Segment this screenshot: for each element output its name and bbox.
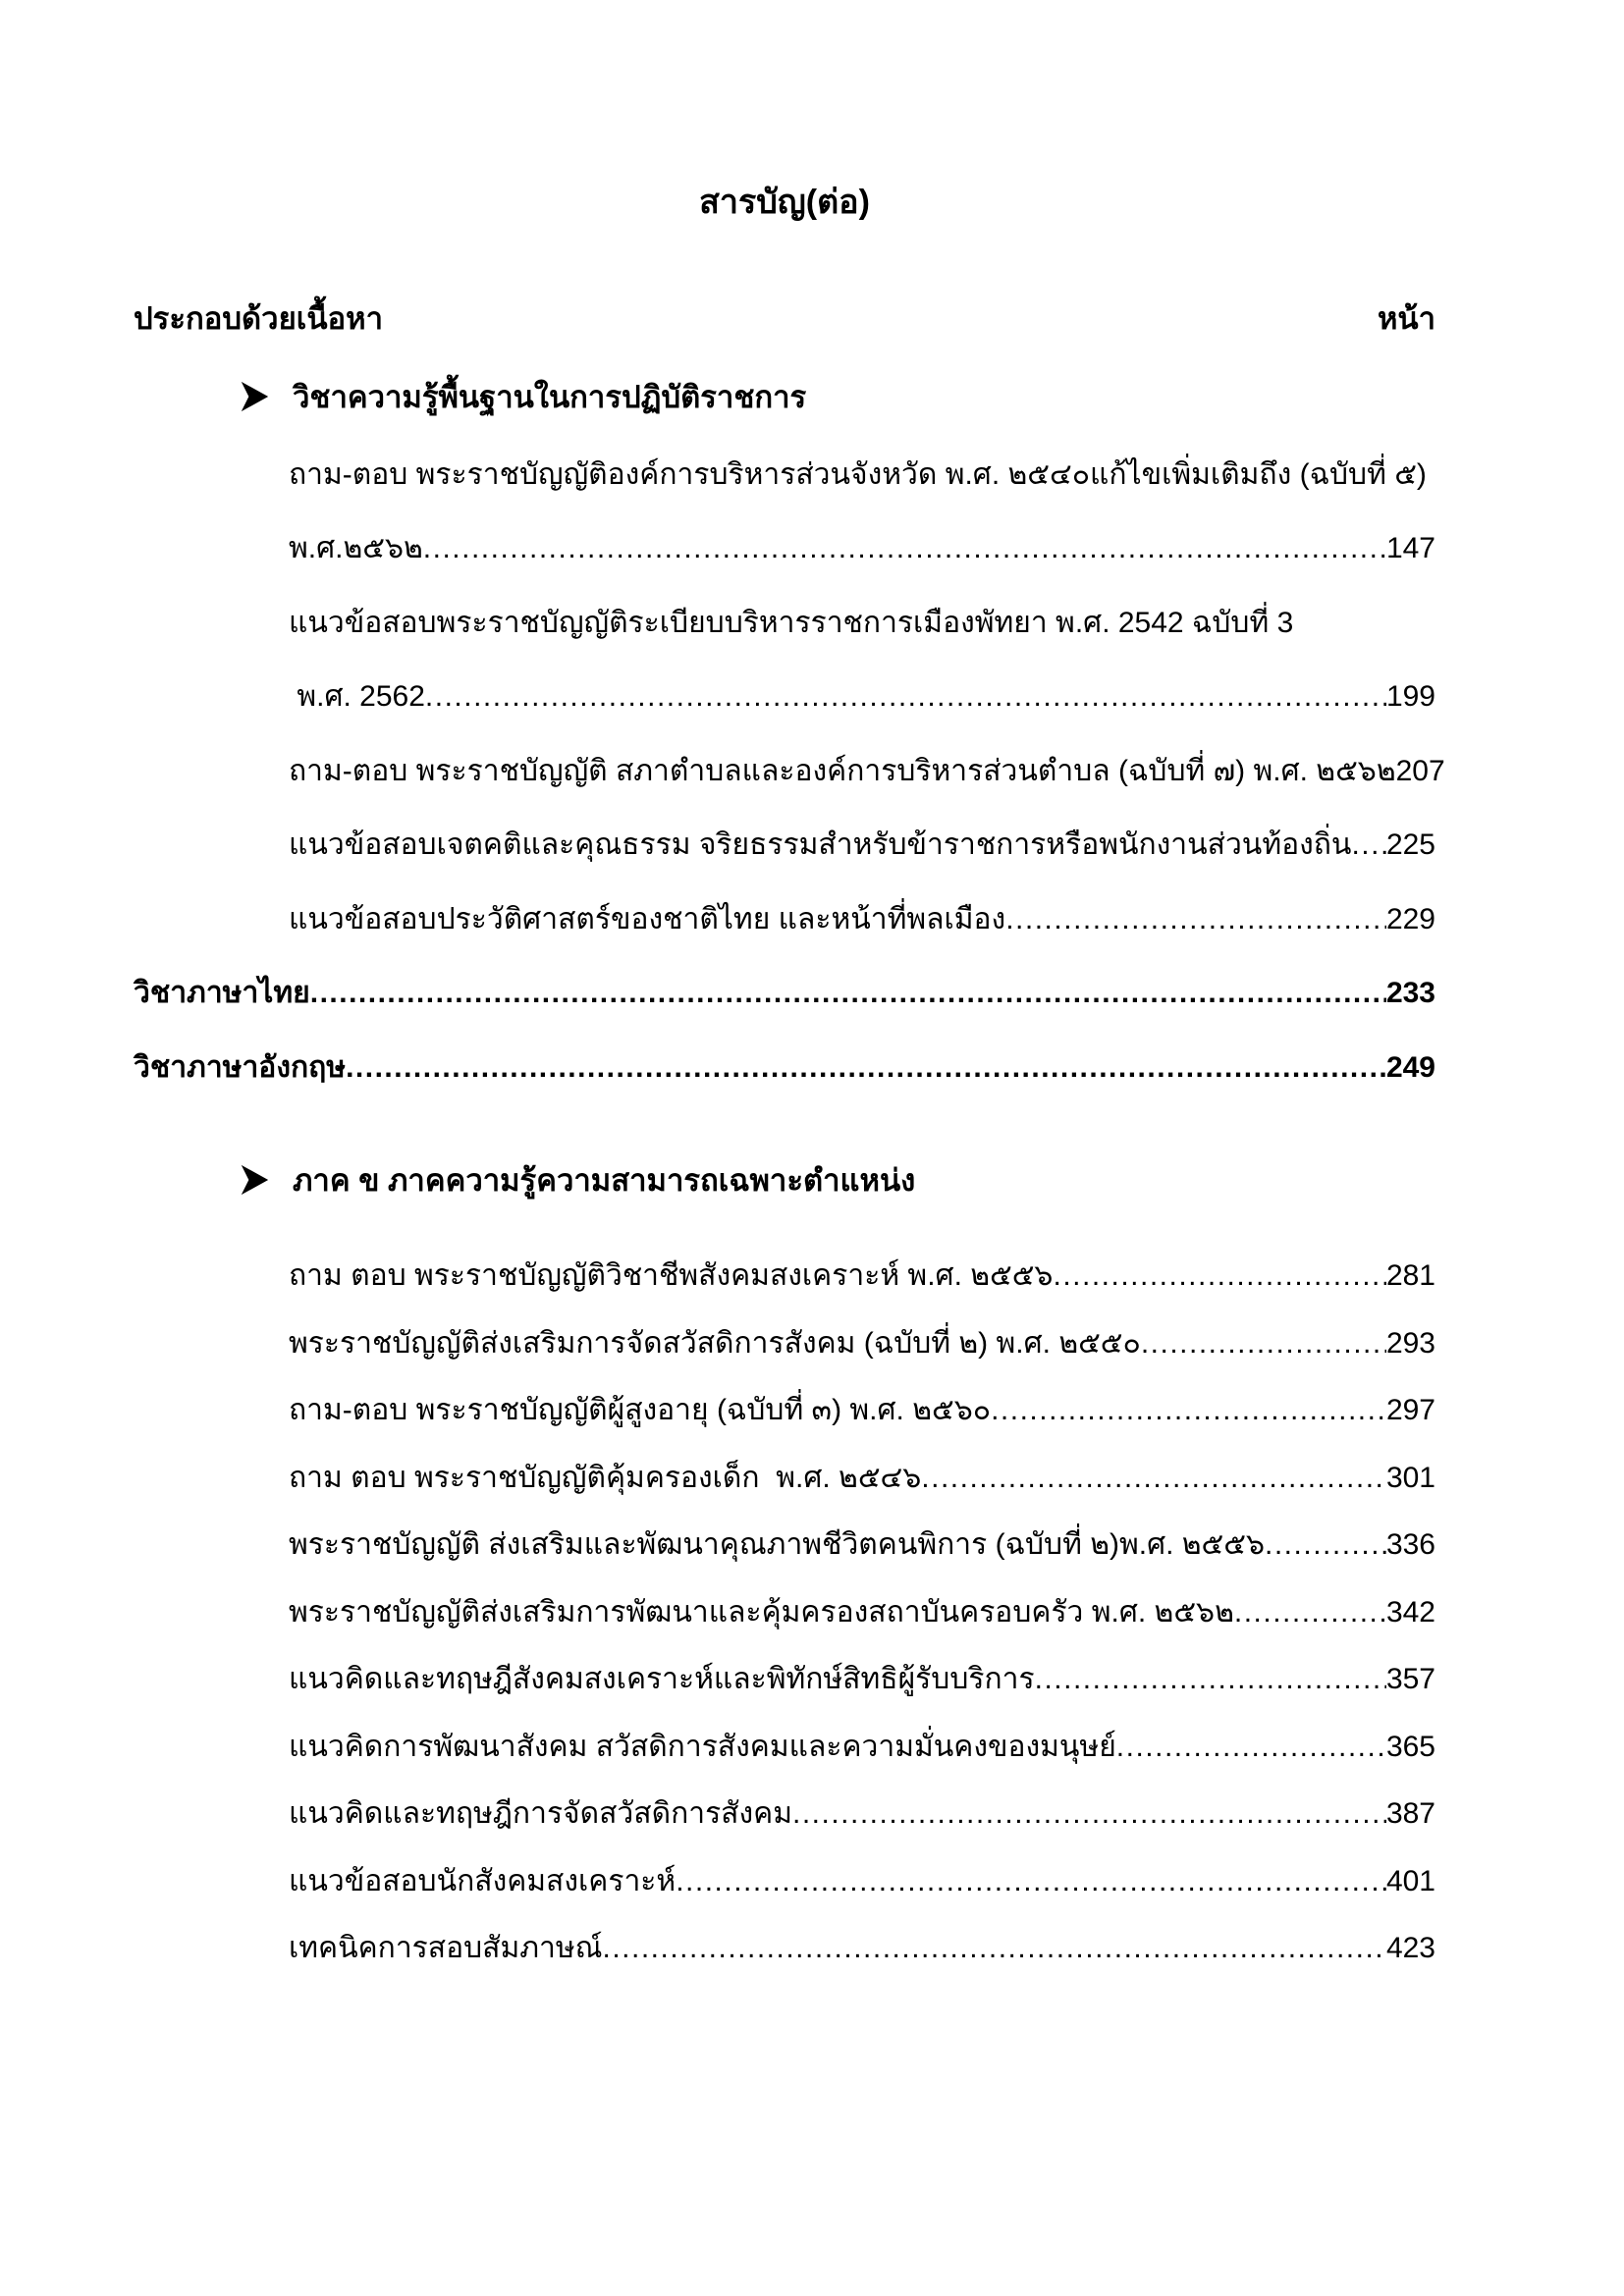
- entry-page-number: 297: [1385, 1394, 1435, 1427]
- dot-leader: [991, 1394, 1386, 1428]
- toc-entry-row: [289, 1932, 1435, 1966]
- section-heading-2: [238, 1155, 1435, 1204]
- entry-page-number: 147: [1385, 532, 1435, 565]
- entry-page-number: 249: [1385, 1050, 1435, 1084]
- column-header-row: [134, 294, 1435, 343]
- entry-page-number: 423: [1385, 1932, 1435, 1965]
- dot-leader: [423, 532, 1386, 566]
- dot-leader: [1351, 828, 1386, 863]
- arrowhead-right-icon: [238, 380, 271, 413]
- entry-page-number: 336: [1385, 1528, 1435, 1562]
- entry-title: แนวคิดและทฤษฎีสังคมสงเคราะห์และพิทักษ์สิทธิผู้รับบริการ: [289, 1663, 1035, 1696]
- toc-entry-row: [289, 1731, 1435, 1765]
- entry-page-number: 207: [1395, 754, 1445, 787]
- entry-page-number: 301: [1385, 1461, 1435, 1494]
- toc-entry-row: [289, 1528, 1435, 1563]
- dot-leader: [1035, 1663, 1386, 1697]
- dot-leader: [1005, 903, 1386, 937]
- dot-leader: [310, 977, 1386, 1011]
- toc-entry-row: [289, 1394, 1435, 1428]
- section-heading-label: ภาค ข ภาคความรู้ความสามารถเฉพาะตำแหน่ง: [293, 1163, 916, 1199]
- dot-leader: [921, 1462, 1386, 1496]
- entry-title: พ.ศ. 2562: [289, 680, 425, 714]
- entry-title: แนวข้อสอบนักสังคมสงเคราะห์: [289, 1864, 677, 1897]
- entry-title: วิชาภาษาไทย: [134, 977, 310, 1010]
- dot-leader: [602, 1932, 1385, 1966]
- toc-entry-row: [289, 828, 1435, 863]
- column-header-content: ประกอบด้วยเนื้อหา: [134, 300, 383, 336]
- entry-page-number: 342: [1385, 1595, 1435, 1629]
- toc-entry-row: [289, 680, 1435, 715]
- dot-leader: [676, 1865, 1386, 1899]
- entry-title: แนวข้อสอบเจตคติและคุณธรรม จริยธรรมสำหรับข้าราชการหรือพนักงานส่วนท้องถิ่น: [289, 828, 1352, 862]
- entry-title: วิชาภาษาอังกฤษ: [134, 1050, 347, 1084]
- entry-title: ถาม ตอบ พระราชบัญญัติคุ้มครองเด็ก พ.ศ. ๒๕๔๖: [289, 1461, 922, 1494]
- entry-page-number: 225: [1385, 828, 1435, 862]
- toc-entry-row: [289, 1663, 1435, 1697]
- dot-leader: [425, 680, 1386, 715]
- toc-entry-row: [289, 458, 1435, 493]
- entry-title: ถาม-ตอบ พระราชบัญญัติผู้สูงอายุ (ฉบับที่ ๓) พ.ศ. ๒๕๖๐: [289, 1394, 992, 1427]
- entry-title: ถาม ตอบ พระราชบัญญัติวิชาชีพสังคมสงเคราะห์ พ.ศ. ๒๕๕๖: [289, 1259, 1054, 1293]
- toc-entry-row: [289, 607, 1435, 641]
- section-heading-label: วิชาความรู้พื้นฐานในการปฏิบัติราชการ: [293, 379, 807, 414]
- entry-title: แนวคิดและทฤษฎีการจัดสวัสดิการสังคม: [289, 1797, 792, 1831]
- entry-title: พระราชบัญญัติ ส่งเสริมและพัฒนาคุณภาพชีวิตคนพิการ (ฉบับที่ ๒)พ.ศ. ๒๕๕๖: [289, 1528, 1266, 1562]
- section-1-entries: [134, 457, 1445, 1086]
- dot-leader: [1265, 1528, 1386, 1563]
- entry-title: พระราชบัญญัติส่งเสริมการจัดสวัสดิการสังคม (ฉบับที่ ๒) พ.ศ. ๒๕๕๐: [289, 1326, 1141, 1360]
- toc-entry-row: [289, 1865, 1435, 1899]
- entry-title: พ.ศ.๒๕๖๒: [289, 532, 423, 565]
- entry-title: พระราชบัญญัติส่งเสริมการพัฒนาและคุ้มครองสถาบันครอบครัว พ.ศ. ๒๕๖๒: [289, 1595, 1234, 1629]
- entry-title: แนวคิดการพัฒนาสังคม สวัสดิการสังคมและความมั่นคงของมนุษย์: [289, 1730, 1116, 1763]
- entry-page-number: 293: [1385, 1326, 1435, 1360]
- arrowhead-right-icon: [238, 1163, 271, 1197]
- dot-leader: [1141, 1327, 1386, 1362]
- page-title: สารบัญ(ต่อ): [699, 184, 870, 221]
- toc-entry-row: [289, 754, 1445, 789]
- toc-entry-row: [289, 1797, 1435, 1832]
- entry-page-number: 401: [1385, 1864, 1435, 1897]
- entry-title: แนวข้อสอบพระราชบัญญัติระเบียบบริหารราชการเมืองพัทยา พ.ศ. 2542 ฉบับที่ 3: [289, 606, 1294, 639]
- toc-entry-row: [289, 1462, 1435, 1496]
- toc-entry-row: [289, 903, 1435, 937]
- toc-entry-row: [134, 977, 1435, 1011]
- toc-entry-row: [134, 1051, 1435, 1086]
- section-2-entries: [134, 1259, 1435, 1966]
- toc-entry-row: [289, 532, 1435, 566]
- toc-entry-row: [289, 1259, 1435, 1294]
- dot-leader: [1234, 1596, 1386, 1630]
- entry-page-number: 387: [1385, 1797, 1435, 1831]
- entry-title: เทคนิคการสอบสัมภาษณ์: [289, 1932, 603, 1965]
- entry-title: แนวข้อสอบประวัติศาสตร์ของชาติไทย และหน้าที่พลเมือง: [289, 902, 1006, 935]
- dot-leader: [792, 1797, 1386, 1832]
- entry-page-number: 357: [1385, 1663, 1435, 1696]
- entry-page-number: 199: [1385, 680, 1435, 714]
- entry-page-number: 281: [1385, 1259, 1435, 1293]
- dot-leader: [346, 1051, 1386, 1086]
- entry-page-number: 365: [1385, 1730, 1435, 1763]
- dot-leader: [1116, 1731, 1386, 1765]
- section-heading-1: [238, 372, 1435, 421]
- toc-entry-row: [289, 1596, 1435, 1630]
- entry-title: ถาม-ตอบ พระราชบัญญัติ สภาตำบลและองค์การบริหารส่วนตำบล (ฉบับที่ ๗) พ.ศ. ๒๕๖๒: [289, 754, 1396, 787]
- dot-leader: [1053, 1259, 1385, 1294]
- column-header-page: หน้า: [1377, 300, 1435, 336]
- entry-title: ถาม-ตอบ พระราชบัญญัติองค์การบริหารส่วนจังหวัด พ.ศ. ๒๕๔๐แก้ไขเพิ่มเติมถึง (ฉบับที่ ๕): [289, 457, 1427, 491]
- entry-page-number: 229: [1385, 902, 1435, 935]
- entry-page-number: 233: [1385, 977, 1435, 1010]
- toc-entry-row: [289, 1327, 1435, 1362]
